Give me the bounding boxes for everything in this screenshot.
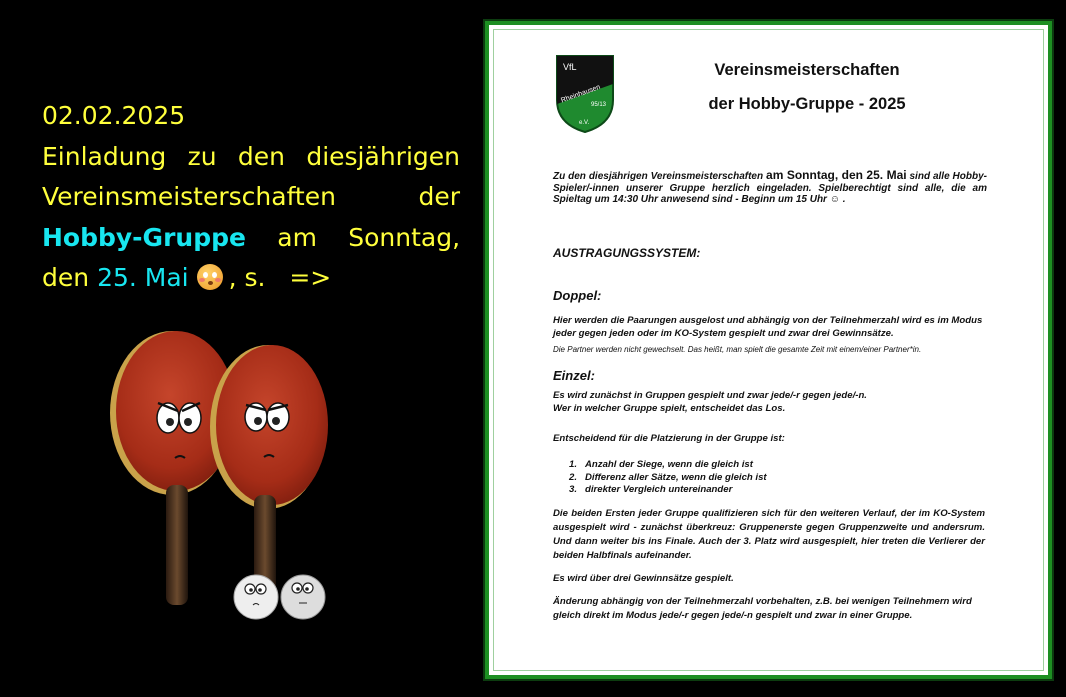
placement-criteria-list xyxy=(569,459,969,497)
intro-paragraph: Zu den diesjährigen Vereinsmeisterschaften am Sonntag, den 25. Mai sind alle Hobby-Spieler/-innen unserer Gruppe herzlich eingeladen. Spielberechtigt sind alle, die am Spieltag um 14:30 Uhr anwesend sind - Beginn um 15 Uhr ☺ . xyxy=(553,168,987,205)
document-title-line-2: der Hobby-Gruppe - 2025 xyxy=(708,95,906,113)
list-item: 3. direkter Vergleich untereinander xyxy=(569,484,733,495)
invitation-text xyxy=(42,96,460,299)
heading-einzel: Einzel: xyxy=(553,368,595,383)
einzel-paragraph: Es wird zunächst in Gruppen gespielt und zwar jede/-r gegen jede/-n. Wer in welcher Gruppe spielt, entscheidet das Los. xyxy=(553,390,867,414)
hobby-gruppe-highlight: Hobby-Gruppe xyxy=(42,222,246,252)
placement-lead: Entscheidend für die Platzierung in der Gruppe ist: xyxy=(553,433,785,444)
invitation-line-2: Vereinsmeisterschaften der xyxy=(42,182,460,211)
vfl-rheinhausen-logo-icon xyxy=(555,54,615,134)
gewinnsaetze-paragraph: Es wird über drei Gewinnsätze gespielt. xyxy=(553,573,734,584)
qualification-paragraph: Die beiden Ersten jeder Gruppe qualifizieren sich für den weiteren Verlauf, der im KO-System ausgespielt wird - zunächst überkreuz: Gruppenerste gegen Gruppenzweite und andersrum. Und dann weiter bis ins Finale. Auch der 3. Platz wird ausgespielt, hier treten die Verlierer der beiden Halbfinals aufeinander. xyxy=(553,508,985,561)
svg-text:Rheinhausen: Rheinhausen xyxy=(560,83,602,105)
svg-text:VfL: VfL xyxy=(563,62,577,72)
svg-text:95/13: 95/13 xyxy=(591,102,607,108)
angry-paddles-illustration-icon xyxy=(100,325,360,625)
changes-paragraph: Änderung abhängig von der Teilnehmerzahl vorbehalten, z.B. bei wenigen Teilnehmern wird gleich direkt im Modus jede/-r gegen jede/-n gespielt und zwar in einer Gruppe. xyxy=(553,596,972,621)
tournament-document xyxy=(485,21,1052,679)
list-item: 2. Differenz aller Sätze, wenn die gleich ist xyxy=(569,471,767,483)
svg-text:e.V.: e.V. xyxy=(579,120,590,126)
list-item: 1. Anzahl der Siege, wenn die gleich ist xyxy=(569,459,753,470)
invitation-line-4: den 25. Mai , s. => xyxy=(42,263,332,292)
arrow-right-icon: => xyxy=(289,263,332,292)
invitation-line-1: Einladung zu den diesjährigen xyxy=(42,141,460,171)
doppel-paragraph: Hier werden die Paarungen ausgelost und abhängig von der Teilnehmerzahl wird es im Modus jeder gegen jeden oder im KO-System gespielt und zwar drei Gewinnsätze. xyxy=(553,315,983,339)
smiling-face-emoji-icon xyxy=(197,264,223,290)
doppel-note: Die Partner werden nicht gewechselt. Das heißt, man spielt die gesamte Zeit mit einem/einer Partner*in. xyxy=(553,345,922,354)
invitation-line-3: Hobby-Gruppe am Sonntag, xyxy=(42,222,461,252)
heading-doppel: Doppel: xyxy=(553,288,602,303)
heading-austragungssystem: AUSTRAGUNGSSYSTEM: xyxy=(553,246,701,260)
event-date-highlight: 25. Mai xyxy=(97,263,189,292)
document-title-line-1: Vereinsmeisterschaften xyxy=(714,61,900,79)
invitation-date: 02.02.2025 xyxy=(42,101,186,130)
